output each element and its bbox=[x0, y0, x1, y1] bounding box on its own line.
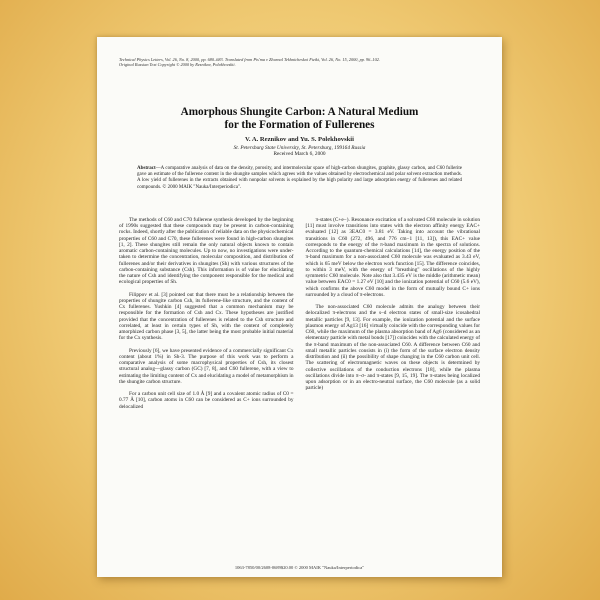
paragraph: Previously [6], we have presented evidence of a commercially significant Cx content (about 1%) in Sh-3. The purpose of this work was to perform a comparative analysis of some macrophysical properties of Csh, its closest structural analog—glassy carbon (GC) [7, 8], and C60 fullerene, with a view to estimating the limiting content of Cx and elucidating a model of metamorphism in the shungite carbon structure. bbox=[119, 347, 294, 385]
paragraph: The methods of C60 and C70 fullerene synthesis developed by the beginning of 1990s suggested that these compounds may be present in carbon-containing rocks. Indeed, shortly after the publication of reliable data on the physicochemical properties of C60 and C70, these fullerenes were found in high-carbon shungites [1, 2]. These shungites still remain the only natural objects known to contain aromatic carbon-containing molecules. Up to now, no investigations were under-taken to determine the concentration, molecular composition, and distribution of fullerenes and/or their derivatives in shungites (Sh) with various structures of the carbon-containing substance (Csh). This information is of value for elucidating the nature of Csh and identifying the component responsible for the medical and ecological properties of Sh. bbox=[119, 216, 294, 286]
body-columns bbox=[119, 217, 480, 410]
received-date: Received March 6, 2000 bbox=[273, 151, 326, 158]
left-column bbox=[119, 217, 294, 410]
affiliation: St. Petersburg State University, St. Petersburg, 199164 Russia bbox=[233, 144, 366, 151]
abstract-label: Abstract bbox=[137, 166, 156, 171]
journal-header bbox=[119, 57, 480, 68]
paragraph: Filippov et al. [3] pointed out that there must be a relationship between the properties of shungite carbon Csh, its fullerene-like structure, and the content of Cx fullerenes. Yushkin [4] suggested that a common mechanism may be responsible for the formation of Csh and Cx. These hypotheses are justified provided that the concentration of fullerenes is related to the Csh structure and correlated, at least in certain types of Sh, with the content of completely amorphized carbon phase [3, 5], the latter being the most probable initial material for the Cx synthesis. bbox=[119, 291, 294, 342]
authors: V. A. Reznikov and Yu. S. Polekhovskii bbox=[245, 135, 354, 143]
header-line: Original Russian Text Copyright © 2000 by Reznikov, Polekhovskii. bbox=[119, 62, 236, 68]
page-footer: 1063-7850/00/2608-0689$20.00 © 2000 MAIK "Nauka/Interperiodica" bbox=[234, 565, 365, 570]
abstract-text: —A comparative analysis of data on the density, porosity, and intermolecular space of high-carbon shungites, graphite, glassy carbon, and C60 fullerite gave an estimate of the fullerene content in the shungite samples which agrees with the values obtained by electrochemical and polar solvent extraction methods. A low yield of fullerenes in the extracts obtained with nonpolar solvents is explained by the high polarity and large adsorption energy of fullerenes and related compounds. © 2000 MAIK "Nauka/Interperiodica". bbox=[137, 166, 462, 190]
paragraph: The non-associated C60 molecule admits the analogy between their delocalized π-electrons and the s–d electron states of small-size icosahedral metallic particles [9, 13]. For example, the ionization potential and the surface plasmon energy of Ag13 [16] virtually coincide with the corresponding values for C60, while the maximum of the plasma absorption band of Ag6 (considered as an elementary particle with metal bonds [17]) coincides with the calculated energy of the π-band maximum of the non-associated C60. A difference between C60 and small metallic particles consists in (i) the form of the surface electron density distribution and (ii) the possibility of shape changing in the C60 carbon unit cell. The scattering of electromagnetic waves on these objects is determined by collective oscillations of the conduction electrons [18], while the plasma oscillations divide into π–σ- and π-states [9, 15, 19]. The π-states being localized upon adsorption or in an electro-neutral surface, the C60 molecule (as a solid particle) bbox=[305, 304, 480, 392]
paragraph: π-states (C+e−). Resonance excitation of a solvated C60 molecule in solution [11] must involve transitions into states with the electron affinity energy EAC+ evaluated [12] as 3EAC0 = 3.81 eV. Taking into account the vibrational transitions in C60 (272, 496, and 776 cm−1 [11, 13]), this EAC+ value corresponds to the energy of the π-band maximum in the spectra of solutions. According to the quantum-chemical calculations [14], the energy position of the π-band maximum for a non-associated C60 molecule was evaluated as 3.43 eV, which is 65 meV below the electron work function [15]. The difference coincides, to within 3 meV, with the energy of "breathing" oscillations of the highly symmetric C60 molecule. Note also that 3.435 eV is the middle (arithmetic mean) value between EAC0 = 1.27 eV [10] and the ionization potential of C60 (5.6 eV), which confirms the above C60 model in the form of mutually bound C+ ions surrounded by a cloud of π-electrons. bbox=[305, 216, 480, 298]
header-line: Technical Physics Letters, Vol. 26, No. 8, 2000, pp. 680–683. Translated from Pis'ma v Zhurnal Tekhnicheskoi Fiziki, Vol. 26, No. 15, 2000, pp. 96–102. bbox=[119, 57, 380, 62]
article-title bbox=[119, 106, 480, 132]
abstract bbox=[137, 166, 462, 191]
paragraph: For a carbon unit cell size of 1.0 Å [9] and a covalent atomic radius of C0 = 0.77 Å [10], carbon atoms in C60 can be considered as C+ ions surrounded by delocalized bbox=[119, 391, 294, 410]
right-column bbox=[306, 217, 481, 410]
title-line: for the Formation of Fullerenes bbox=[224, 118, 375, 131]
journal-page bbox=[97, 37, 502, 577]
title-line: Amorphous Shungite Carbon: A Natural Medium bbox=[180, 105, 419, 118]
